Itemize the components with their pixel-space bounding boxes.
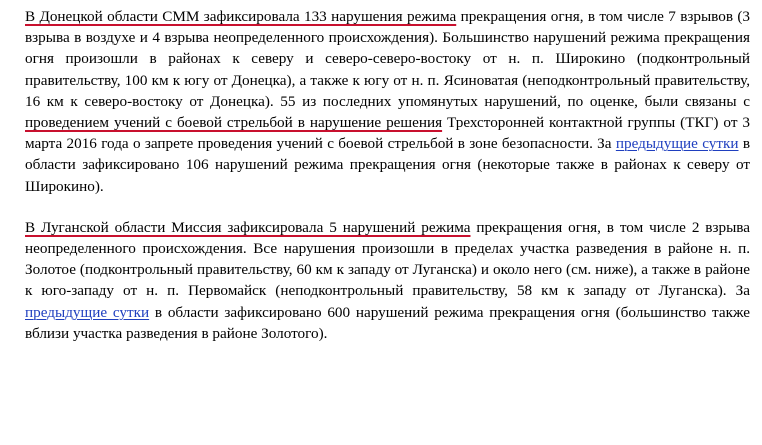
highlighted-phrase: В Луганской области Миссия зафиксировала 5 нарушений режима [25, 218, 471, 236]
paragraph-luhansk [25, 217, 750, 344]
paragraph-text: в области зафиксировано 600 нарушений режима прекращения огня (большинство также вблизи участка разведения в районе Золотого). [25, 303, 751, 342]
highlighted-phrase: В Донецкой области СММ зафиксировала 133 нарушения режима [25, 8, 457, 25]
highlighted-phrase: проведением учений с боевой стрельбой в нарушение решения [25, 114, 443, 132]
previous-day-link[interactable]: предыдущие сутки [25, 303, 150, 321]
paragraph-text: прекращения огня, в том числе 7 взрывов (3 взрыва в воздухе и 4 взрыва неопределенного происхождения). Большинство нарушений режима прекращения огня произошли в районах к северу и северо-северо-востоку от н. п. Широкино (подконтрольный правительству, 100 км к югу от Донецка), а также к югу от н. п. Ясиноватая (неподконтрольный правительству, 16 км к северо-востоку от Донецка). 55 из последних упомянутых нарушений, по оценке, были связаны с [25, 8, 750, 110]
paragraph-text: в области зафиксировано 106 нарушений режима прекращения огня (некоторые также в районах к северу от Широкино). [25, 135, 750, 195]
paragraph-text: Трехсторонней контактной группы (ТКГ) от 3 марта 2016 года о запрете проведения учений с боевой стрельбой в зоне безопасности. За [25, 114, 750, 153]
paragraph-text: прекращения огня, в том числе 2 взрыва неопределенного происхождения. Все нарушения произошли в пределах участка разведения в районе н. п. Золотое (подконтрольный правительству, 60 км к западу от Луганска) и около него (см. ниже), а также в районе к юго-западу от н. п. Первомайск (неподконтрольный правительству, 58 км к западу от Луганска). За [25, 218, 750, 300]
paragraph-donetsk [25, 6, 750, 197]
previous-day-link[interactable]: предыдущие сутки [615, 135, 739, 153]
